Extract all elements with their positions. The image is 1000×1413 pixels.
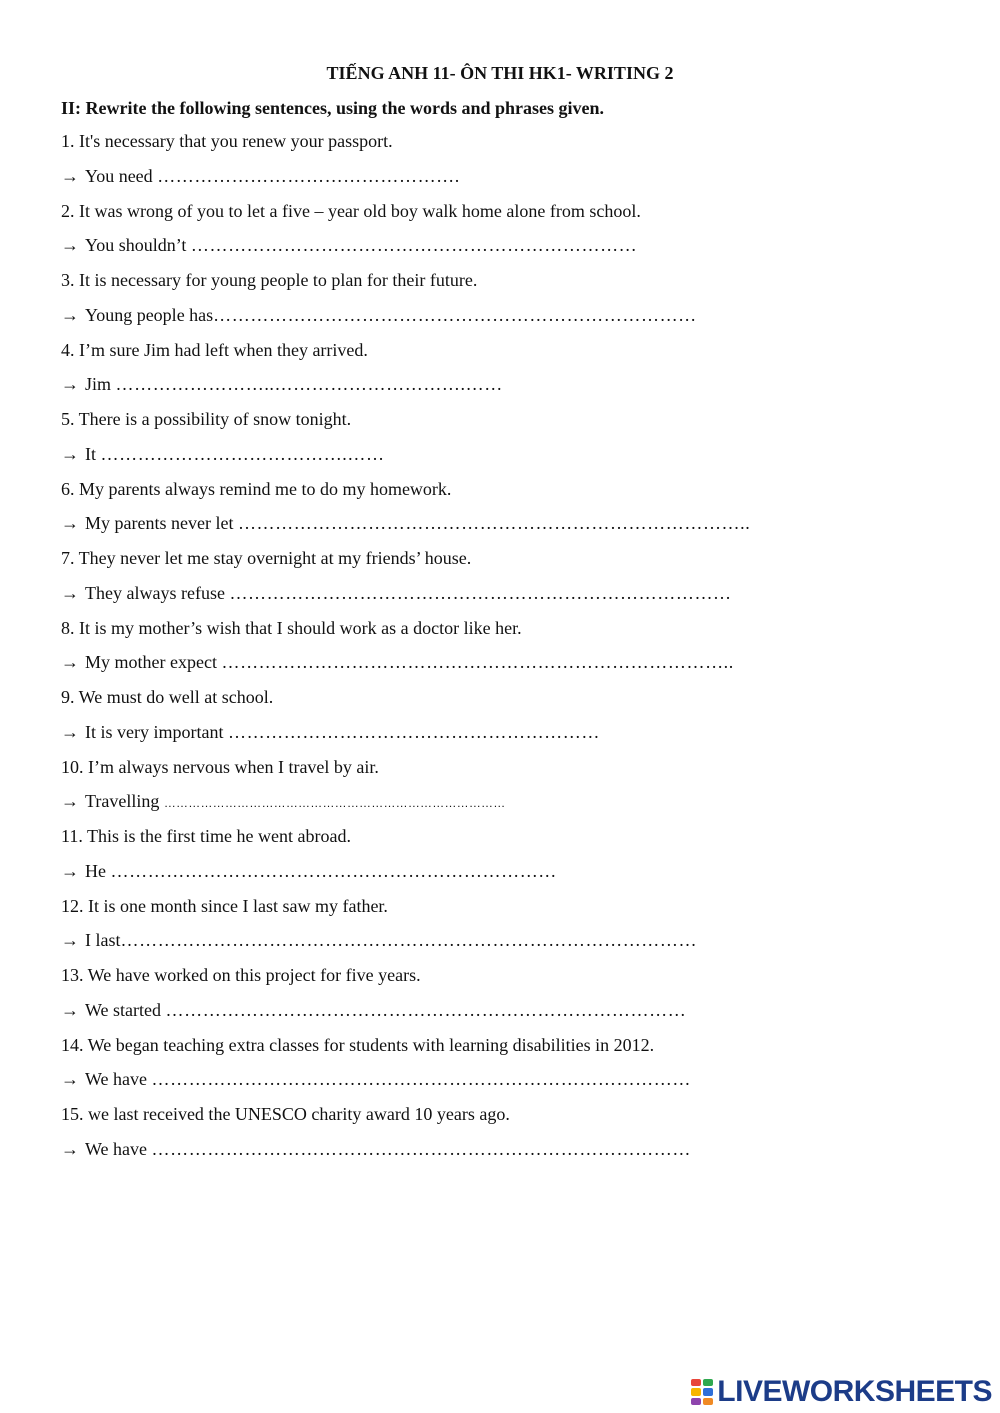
answer-line-8[interactable]: [61, 650, 961, 685]
arrow-right-icon: →: [61, 165, 79, 186]
question-6: 6. My parents always remind me to do my homework.: [61, 478, 452, 499]
question-2: 2. It was wrong of you to let a five – year old boy walk home alone from school.: [61, 200, 641, 221]
answer-line-9[interactable]: [61, 720, 961, 755]
question-4: 4. I’m sure Jim had left when they arrived.: [61, 339, 368, 360]
answer-prompt: My parents never let: [85, 513, 234, 534]
logo-block: [703, 1388, 713, 1395]
arrow-right-icon: →: [61, 582, 79, 603]
answer-blank[interactable]: …………………………………………………………………………: [165, 999, 687, 1020]
answer-blank[interactable]: ……………………..………………………….……: [115, 374, 503, 395]
answer-prompt: We have: [85, 1069, 148, 1090]
answer-prompt: My mother expect: [85, 652, 217, 673]
watermark-text: LIVEWORKSHEETS: [717, 1375, 992, 1408]
answer-prompt: You need: [85, 165, 153, 186]
answer-blank[interactable]: ………………………………………………………………: [110, 860, 557, 881]
question-12: 12. It is one month since I last saw my father.: [61, 895, 388, 916]
answer-blank[interactable]: ……………………………………………………: [227, 721, 600, 742]
answer-line-3[interactable]: [61, 303, 961, 338]
exercise-list: [61, 129, 961, 1172]
answer-blank[interactable]: ………………………………………………………………………..: [237, 513, 751, 534]
question-3: 3. It is necessary for young people to plan for their future.: [61, 270, 478, 290]
answer-line-14[interactable]: [61, 1067, 961, 1102]
answer-prompt: I last: [85, 930, 121, 951]
question-1: 1. It's necessary that you renew your passport.: [61, 131, 393, 151]
arrow-right-icon: →: [61, 721, 79, 742]
answer-line-12[interactable]: [61, 928, 961, 963]
answer-line-13[interactable]: [61, 998, 961, 1033]
arrow-right-icon: →: [61, 930, 79, 951]
answer-blank[interactable]: ……………………………………………………………………………: [151, 1069, 691, 1090]
answer-prompt: You shouldn’t: [85, 235, 187, 256]
arrow-right-icon: →: [61, 443, 79, 464]
answer-blank[interactable]: ………………………………………………………………………..: [221, 652, 734, 673]
answer-blank[interactable]: ………………………………………………………………………: [229, 582, 732, 603]
answer-prompt: We started: [85, 999, 162, 1020]
answer-blank[interactable]: ………………………………………….: [157, 165, 460, 186]
instruction-heading: II: Rewrite the following sentences, using the words and phrases given.: [61, 98, 605, 118]
answer-prompt: He: [85, 860, 106, 881]
logo-block: [691, 1398, 701, 1405]
answer-prompt: Young people has: [85, 304, 214, 325]
question-5: 5. There is a possibility of snow tonight.: [61, 409, 352, 429]
answer-prompt: They always refuse: [85, 582, 225, 603]
answer-blank[interactable]: ………………………………………………………………: [190, 235, 638, 256]
question-13: 13. We have worked on this project for five years.: [61, 965, 421, 985]
answer-prompt: Travelling: [85, 791, 160, 812]
question-9: 9. We must do well at school.: [61, 687, 274, 707]
answer-line-1[interactable]: [61, 164, 961, 199]
arrow-right-icon: →: [61, 791, 79, 812]
arrow-right-icon: →: [61, 235, 79, 256]
liveworksheets-logo-icon: [691, 1379, 713, 1405]
answer-line-11[interactable]: [61, 859, 961, 894]
answer-prompt: Jim: [85, 374, 112, 395]
arrow-right-icon: →: [61, 999, 79, 1020]
answer-blank[interactable]: ………………………………….……: [100, 443, 385, 464]
answer-line-15[interactable]: [61, 1137, 961, 1172]
answer-line-5[interactable]: [61, 442, 961, 477]
question-8: 8. It is my mother’s wish that I should work as a doctor like her.: [61, 617, 522, 638]
answer-line-6[interactable]: [61, 511, 961, 546]
page-title: TIẾNG ANH 11- ÔN THI HK1- WRITING 2: [326, 63, 674, 83]
answer-line-10[interactable]: [61, 789, 961, 824]
arrow-right-icon: →: [61, 374, 79, 395]
logo-block: [703, 1398, 713, 1405]
logo-block: [691, 1379, 701, 1386]
question-14: 14. We began teaching extra classes for students with learning disabilities in 2012.: [61, 1034, 655, 1055]
logo-block: [691, 1388, 701, 1395]
question-11: 11. This is the first time he went abroad.: [61, 826, 351, 846]
question-7: 7. They never let me stay overnight at my friends’ house.: [61, 548, 472, 568]
question-15: 15. we last received the UNESCO charity award 10 years ago.: [61, 1104, 510, 1124]
liveworksheets-watermark: [691, 1376, 992, 1408]
answer-blank[interactable]: …………………………………………………………………………: [163, 796, 506, 811]
arrow-right-icon: →: [61, 304, 79, 325]
arrow-right-icon: →: [61, 860, 79, 881]
answer-blank[interactable]: …………………………………………………………………………………: [120, 930, 698, 951]
arrow-right-icon: →: [61, 1138, 79, 1159]
answer-blank[interactable]: ……………………………………………………………………………: [151, 1138, 691, 1159]
answer-prompt: It: [85, 443, 96, 464]
answer-line-7[interactable]: [61, 581, 961, 616]
answer-line-4[interactable]: [61, 372, 961, 407]
answer-prompt: It is very important: [85, 721, 224, 742]
logo-block: [703, 1379, 713, 1386]
arrow-right-icon: →: [61, 1069, 79, 1090]
answer-blank[interactable]: ……………………………………………………………………: [213, 304, 697, 325]
arrow-right-icon: →: [61, 513, 79, 534]
answer-prompt: We have: [85, 1138, 148, 1159]
arrow-right-icon: →: [61, 652, 79, 673]
answer-line-2[interactable]: [61, 233, 961, 268]
question-10: 10. I’m always nervous when I travel by air.: [61, 756, 379, 777]
